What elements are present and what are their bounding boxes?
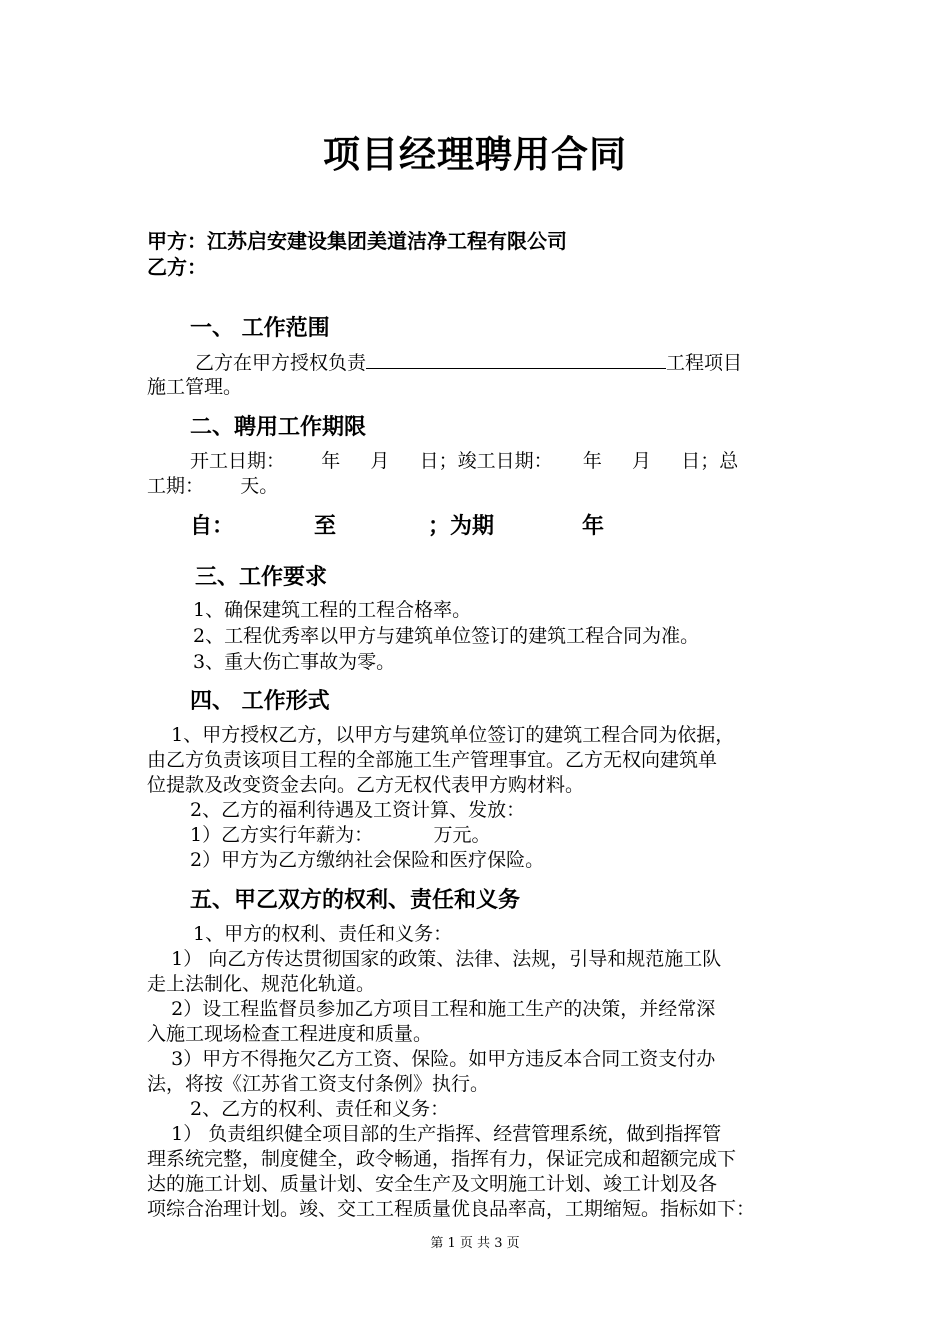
period-from: 自： — [190, 514, 235, 539]
section-1-text-pre: 乙方在甲方授权负责 — [195, 352, 367, 374]
party-a-duty-3-line1: 3）甲方不得拖欠乙方工资、保险。如甲方违反本合同工资支付办 — [147, 1048, 716, 1070]
party-a-duty-2-line1: 2）设工程监督员参加乙方项目工程和施工生产的决策，并经常深 — [147, 998, 716, 1020]
page-footer: 第 1 页 共 3 页 — [430, 1236, 520, 1251]
party-a-duty-3-line2: 法，将按《江苏省工资支付条例》执行。 — [147, 1073, 490, 1095]
contract-title: 项目经理聘用合同 — [323, 133, 627, 176]
section-4-para1-line2: 由乙方负责该项目工程的全部施工生产管理事宜。乙方无权向建筑单 — [147, 749, 718, 771]
section-1-text — [195, 350, 742, 375]
section-1-text-post: 工程项目 — [666, 352, 743, 374]
section-1-text-line2: 施工管理。 — [147, 376, 243, 398]
period-year: 年 — [582, 514, 605, 539]
section-4-para1-line3: 位提款及改变资金去向。乙方无权代表甲方购材料。 — [147, 774, 585, 796]
party-b-duty-1-line2: 理系统完整，制度健全，政令畅通，指挥有力，保证完成和超额完成下 — [147, 1148, 737, 1170]
section-2-line2: 工期： 天。 — [147, 475, 279, 497]
section-2-heading: 二、聘用工作期限 — [190, 415, 367, 440]
section-4-item2: 2、乙方的福利待遇及工资计算、发放： — [190, 799, 526, 821]
period-to: 至 — [314, 514, 337, 539]
party-b-duties-title: 2、乙方的权利、责任和义务： — [190, 1098, 450, 1120]
party-b-duty-1-line4: 项综合治理计划。竣、交工工程质量优良品率高，工期缩短。指标如下： — [147, 1198, 756, 1220]
requirement-item-1: 1、确保建筑工程的工程合格率。 — [193, 599, 472, 621]
section-4-item2-1: 1）乙方实行年薪为： 万元。 — [190, 824, 491, 846]
party-b: 乙方： — [147, 255, 207, 279]
section-4-item2-2: 2）甲方为乙方缴纳社会保险和医疗保险。 — [190, 849, 545, 871]
section-2-line1: 开工日期： 年 月 日；竣工日期： 年 月 日；总 — [190, 450, 739, 472]
party-a-duty-2-line2: 入施工现场检查工程进度和质量。 — [147, 1023, 433, 1045]
section-1-heading: 一、 工作范围 — [190, 316, 330, 341]
requirement-item-3: 3、重大伤亡事故为零。 — [193, 651, 396, 673]
party-a: 甲方：江苏启安建设集团美道洁净工程有限公司 — [147, 229, 567, 253]
section-5-heading: 五、甲乙双方的权利、责任和义务 — [190, 888, 521, 913]
party-a-duties-title: 1、甲方的权利、责任和义务： — [193, 923, 453, 945]
section-4-heading: 四、 工作形式 — [190, 689, 330, 714]
period-sep: ；为期 — [428, 514, 495, 539]
section-4-para1-line1: 1、甲方授权乙方，以甲方与建筑单位签订的建筑工程合同为依据， — [147, 724, 735, 746]
blank-line — [366, 350, 666, 369]
requirement-item-2: 2、工程优秀率以甲方与建筑单位签订的建筑工程合同为准。 — [193, 625, 700, 647]
party-a-duty-1-line1: 1） 向乙方传达贯彻国家的政策、法律、法规，引导和规范施工队 — [147, 948, 722, 970]
party-a-duty-1-line2: 走上法制化、规范化轨道。 — [147, 973, 376, 995]
section-3-heading: 三、工作要求 — [195, 565, 328, 590]
party-b-duty-1-line1: 1） 负责组织健全项目部的生产指挥、经营管理系统，做到指挥管 — [147, 1123, 722, 1145]
party-b-duty-1-line3: 达的施工计划、质量计划、安全生产及文明施工计划、竣工计划及各 — [147, 1173, 718, 1195]
